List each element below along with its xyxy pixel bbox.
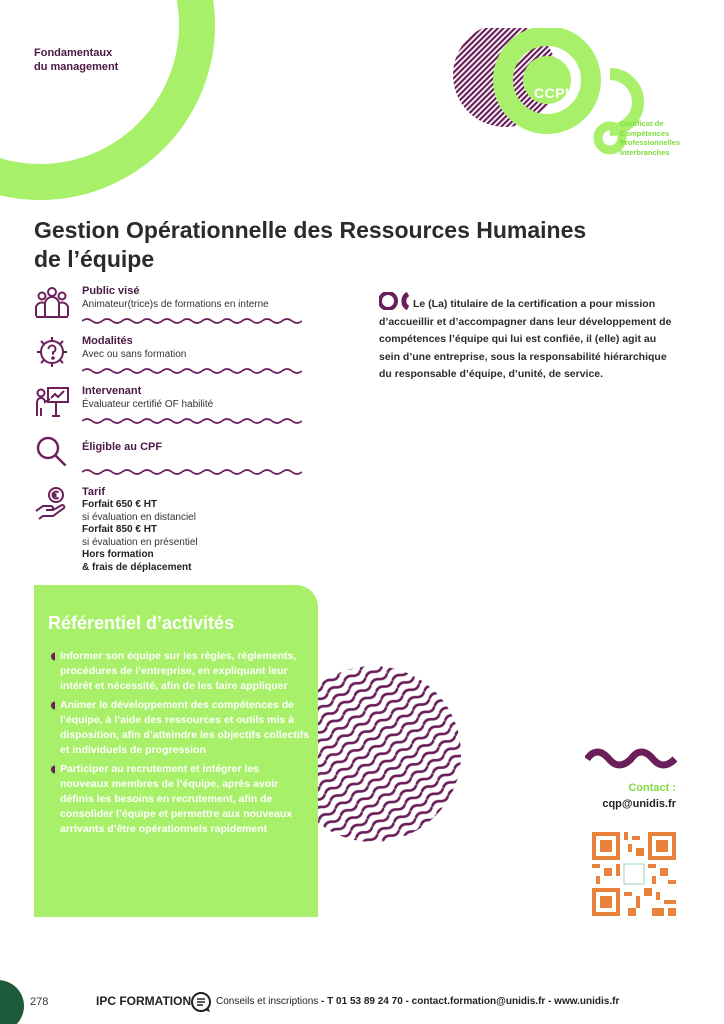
half-circle-bullet-icon [48,652,56,661]
info-list [34,284,304,574]
family-value-line2: du management [34,61,119,73]
wave-divider [82,469,302,475]
description-text: Le (La) titulaire de la certification a pour mission d’accueillir et d’accompagner dans leur développement de compétences l’équipe qui lui est confiée, il (elle) agit au sein d’une entreprise, sous la responsabilité hiérarchique du responsable d’équipe, d’unité, de service. [379,298,672,380]
info-row-public [34,284,304,311]
referentiel-title: Référentiel d’activités [48,613,235,633]
wave-divider [82,318,302,324]
cpf-title: Éligible au CPF [82,441,163,453]
tarif-2-note: si évaluation en présentiel [82,536,198,548]
footer-contact-line [216,996,619,1007]
tarif-1-price: Forfait 650 € HT [82,499,158,510]
list-item: Participer au recrutement et intégrer les nouveaux membres de l’équipe, après avoir définis les besoins en recrutement, afin de consolider l’équipe et permettre aux nouveaux arrivants d’être opérationnels rapidement [48,762,310,837]
intervenant-value: Évaluateur certifié OF habilité [82,399,214,410]
group-people-icon [34,284,70,320]
presenter-board-icon [34,384,70,420]
ccpi-logo-text: CCPI [534,85,570,101]
euro-hand-icon [34,485,70,521]
page-corner-circle [0,980,24,1024]
contact-wave-decoration [585,745,677,771]
ccpi-logo [440,28,680,168]
info-row-modalites [34,334,304,361]
wave-divider [82,368,302,374]
half-circle-bullet-icon [48,765,56,774]
footer-lead: Conseils et inscriptions [216,996,319,1007]
intervenant-title: Intervenant [82,385,142,397]
contact-email[interactable]: cqp@unidis.fr [602,798,676,810]
family-label: Famille [34,33,72,45]
half-circle-bullet-icon [48,701,56,710]
tarif-1-note: si évaluation en distanciel [82,511,196,523]
public-value: Animateur(trice)s de formations en interne [82,299,269,310]
ccpi-logo-subtitle: Certificat de Compétences Professionnelles Interbranches [620,119,681,157]
family-block [34,32,118,74]
tarif-3-line2: & frais de déplacement [82,561,192,573]
list-item: Informer son équipe sur les règles, règlements, procédures de l’entreprise, en expliquant leur intérêt et nécessité, afin de les faire appliquer [48,649,310,694]
tarif-2-price: Forfait 850 € HT [82,524,158,535]
referentiel-list [48,649,310,841]
qr-code[interactable] [592,832,676,916]
quote-mark-icon [379,292,409,310]
info-row-intervenant [34,384,304,411]
info-row-cpf [34,434,304,462]
contact-label: Contact : [628,782,676,794]
tarif-title: Tarif [82,486,106,498]
magnifier-icon [34,434,70,470]
contact-block [602,780,676,812]
chat-bubble-icon [190,991,212,1013]
tarif-3-line1: Hors formation [82,549,154,560]
public-title: Public visé [82,285,140,297]
family-value-line1: Fondamentaux [34,47,113,59]
modalites-value: Avec ou sans formation [82,349,187,360]
list-item: Animer le développement des compétences de l’équipe, à l’aide des ressources et outils mis à disposition, afin d’atteindre les objectifs collectifs et individuels de progression [48,698,310,758]
page-title: Gestion Opérationnelle des Ressources Humaines de l’équipe [34,217,587,272]
modalites-title: Modalités [82,335,133,347]
decorative-green-ring [0,0,215,200]
referentiel-panel [34,585,318,917]
footer-details: - T 01 53 89 24 70 - contact.formation@unidis.fr - www.unidis.fr [318,996,620,1007]
certification-description [379,292,679,384]
info-row-tarif [34,485,304,574]
page-number: 278 [30,996,49,1008]
gear-question-icon [34,334,70,370]
footer-brand: IPC FORMATION [96,994,192,1008]
wave-divider [82,418,302,424]
